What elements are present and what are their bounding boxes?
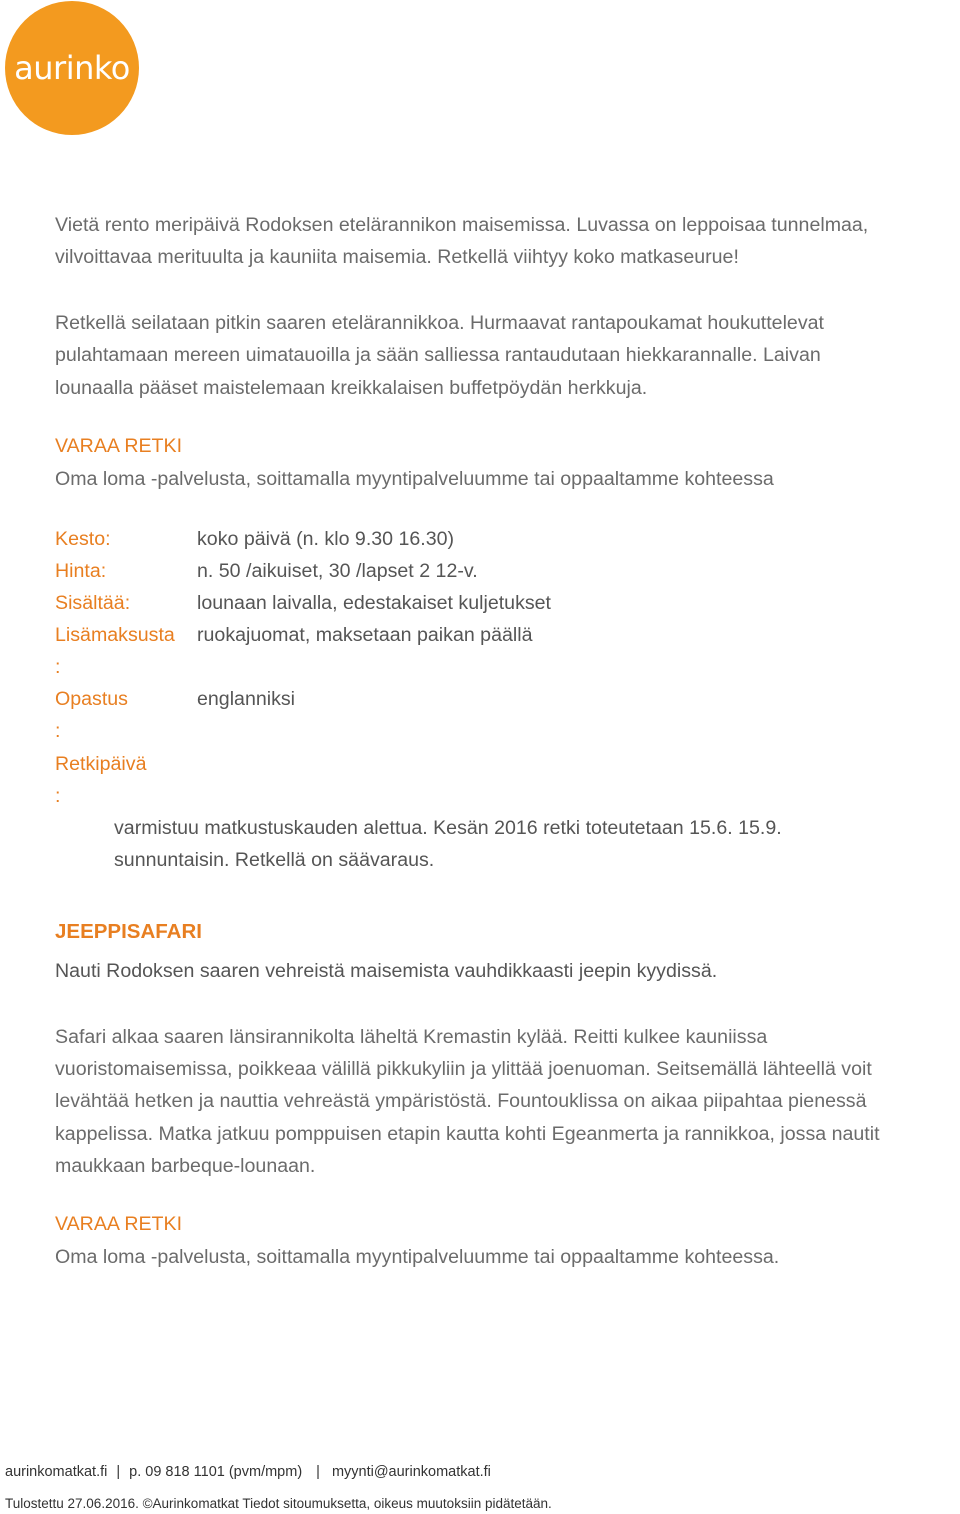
safari-desc-line-3: levähtää hetken ja nauttia vehreästä ympäristöstä. Fountouklissa on aikaa piipahtaa pienessä	[55, 1090, 867, 1112]
sisaltaa-label: Sisältää:	[55, 592, 131, 614]
lisamaksusta-colon: :	[55, 656, 61, 678]
safari-desc-line-1: Safari alkaa saaren länsirannikolta läheltä Kremastin kylää. Reitti kulkee kauniissa	[55, 1026, 768, 1048]
jeeppisafari-lead: Nauti Rodoksen saaren vehreistä maisemista vauhdikkaasti jeepin kyydissä.	[55, 960, 718, 982]
kesto-value: koko päivä (n. klo 9.30 16.30)	[197, 528, 455, 550]
book-heading: VARAA RETKI	[55, 435, 183, 457]
safari-desc-line-2: vuoristomaisemissa, poikkeaa välillä pikkukyliin ja ylittää joenuoman. Seitsemällä lähteellä voit	[55, 1058, 872, 1080]
intro-line-2: vilvoittavaa merituulta ja kauniita maisemia. Retkellä viihtyy koko matkaseurue!	[55, 246, 739, 268]
retkipaiva-label: Retkipäivä	[55, 753, 147, 775]
footer-email-link[interactable]: myynti@aurinkomatkat.fi	[331, 1464, 491, 1480]
opastus-value: englanniksi	[197, 688, 296, 710]
retkipaiva-value-2: sunnuntaisin. Retkellä on säävaraus.	[114, 849, 435, 871]
desc-line-1: Retkellä seilataan pitkin saaren etelärannikkoa. Hurmaavat rantapoukamat houkuttelevat	[55, 312, 824, 334]
opastus-colon: :	[55, 720, 61, 742]
retkipaiva-colon: :	[55, 785, 61, 807]
sisaltaa-value: lounaan laivalla, edestakaiset kuljetukset	[197, 592, 551, 614]
hinta-label: Hinta:	[55, 560, 107, 582]
kesto-label: Kesto:	[55, 528, 111, 550]
lisamaksusta-value: ruokajuomat, maksetaan paikan päällä	[197, 624, 533, 646]
intro-line-1: Vietä rento meripäivä Rodoksen etelärannikon maisemissa. Luvassa on leppoisaa tunnelmaa,	[55, 214, 869, 236]
safari-desc-line-4: kappelissa. Matka jatkuu pomppuisen etapin kautta kohti Egeanmerta ja rannikkoa, jossa nautit	[55, 1123, 880, 1145]
desc-line-2: pulahtamaan mereen uimatauoilla ja sään salliessa rantaudutaan hiekkarannalle. Laivan	[55, 344, 821, 366]
footer-printed-note: Tulostettu 27.06.2016. ©Aurinkomatkat Tiedot sitoumuksetta, oikeus muutoksiin pidätetään.	[5, 1496, 552, 1511]
footer-separator: |	[116, 1464, 121, 1480]
retkipaiva-value-1: varmistuu matkustuskauden alettua. Kesän 2016 retki toteutetaan 15.6. 15.9.	[114, 817, 782, 839]
safari-book-text: Oma loma -palvelusta, soittamalla myyntipalveluumme tai oppaaltamme kohteessa.	[55, 1246, 780, 1268]
footer-phone: p. 09 818 1101 (pvm/mpm)	[129, 1464, 303, 1480]
book-text: Oma loma -palvelusta, soittamalla myyntipalveluumme tai oppaaltamme kohteessa	[55, 468, 774, 490]
hinta-value: n. 50 /aikuiset, 30 /lapset 2 12-v.	[197, 560, 478, 582]
footer-contact	[5, 1464, 491, 1480]
lisamaksusta-label: Lisämaksusta	[55, 624, 175, 646]
desc-line-3: lounaalla pääset maistelemaan kreikkalaisen buffetpöydän herkkuja.	[55, 377, 648, 399]
jeeppisafari-heading: JEEPPISAFARI	[55, 920, 202, 943]
footer-separator: |	[316, 1464, 320, 1480]
safari-desc-line-5: maukkaan barbeque-lounaan.	[55, 1155, 316, 1177]
aurinko-logo[interactable]	[5, 1, 139, 135]
logo-text: aurinko	[14, 49, 130, 87]
footer-site-link[interactable]: aurinkomatkat.fi	[5, 1464, 108, 1480]
safari-book-heading: VARAA RETKI	[55, 1213, 183, 1235]
opastus-label: Opastus	[55, 688, 128, 710]
